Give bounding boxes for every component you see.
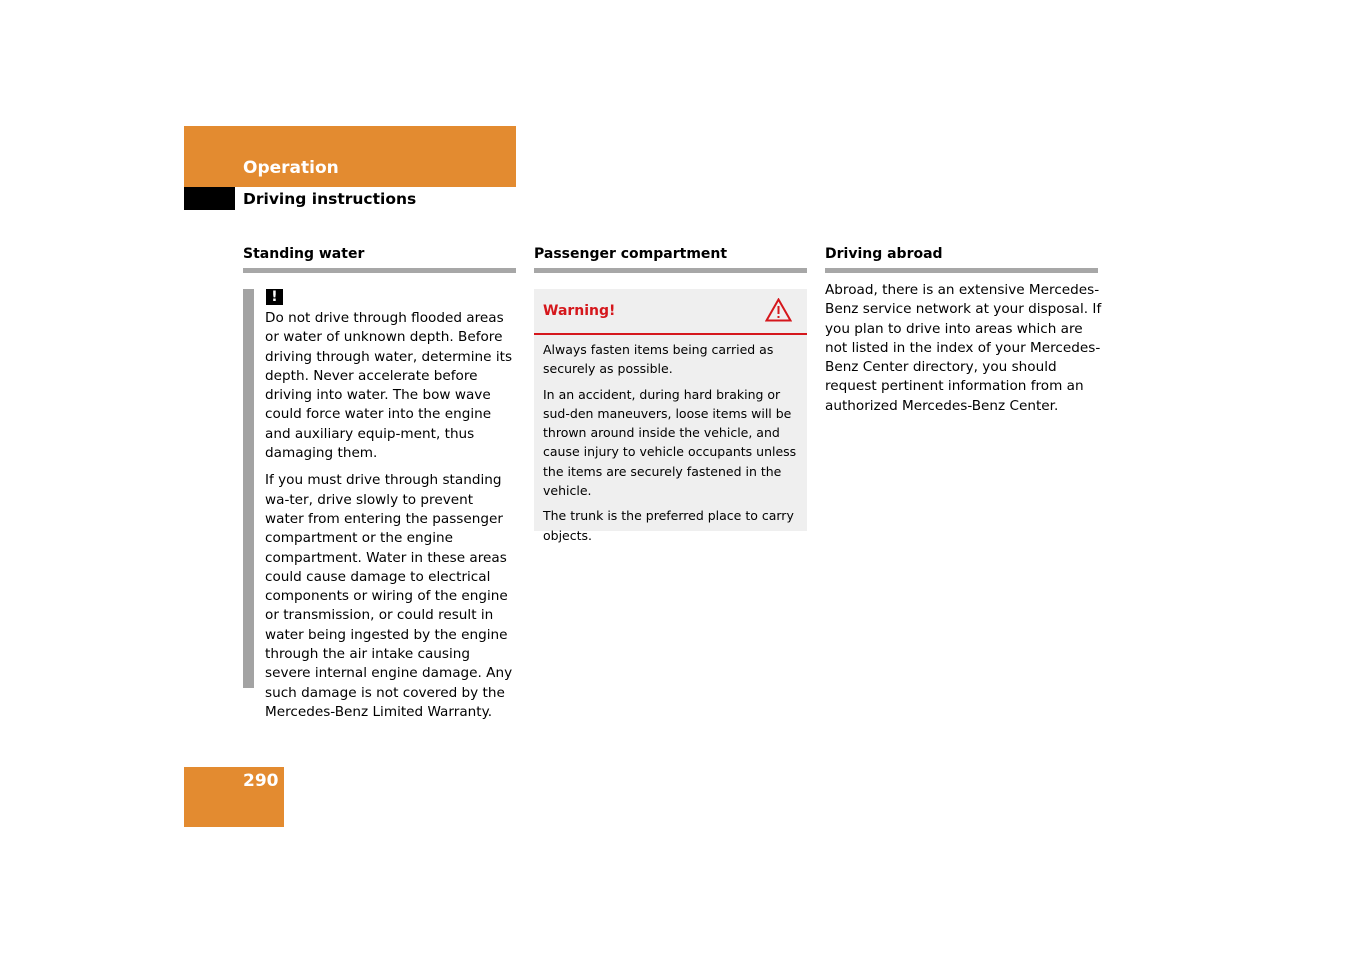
notice-paragraph: Do not drive through flooded areas or water of unknown depth. Before driving through water, determine its depth. Never accelerate before driving into water. The bow wave could force water into the engine and auxiliary equip-ment, thus damaging them.	[265, 310, 513, 462]
warning-label: Warning!	[543, 303, 616, 319]
warning-triangle-icon	[765, 298, 792, 322]
page-number: 290	[243, 771, 279, 791]
warning-body	[543, 340, 799, 551]
abroad-paragraph: Abroad, there is an extensive Mercedes-Benz service network at your disposal. If you plan to drive into areas which are not listed in the index of your Mercedes-Benz Center directory, you should request pertinent information from an authorized Mercedes-Benz Center.	[825, 282, 1102, 414]
subsection-title: Driving instructions	[243, 190, 417, 208]
exclamation-icon: !	[266, 289, 283, 305]
section-title: Operation	[243, 158, 339, 178]
standing-water-notice	[265, 309, 515, 730]
driving-abroad-heading: Driving abroad	[825, 246, 1098, 273]
section-header-band	[184, 126, 516, 187]
standing-water-heading: Standing water	[243, 246, 516, 273]
subsection-marker	[184, 187, 235, 210]
warning-paragraph: In an accident, during hard braking or sud-den maneuvers, loose items will be thrown around inside the vehicle, and cause injury to vehicle occupants unless the items are securely fastened in the vehicle.	[543, 386, 797, 499]
notice-bar	[243, 289, 254, 688]
warning-box	[534, 289, 807, 543]
warning-paragraph: The trunk is the preferred place to carry objects.	[543, 508, 794, 543]
warning-paragraph: Always fasten items being carried as securely as possible.	[543, 342, 774, 377]
driving-abroad-text	[825, 281, 1105, 424]
passenger-compartment-heading: Passenger compartment	[534, 246, 807, 273]
notice-paragraph: If you must drive through standing wa-ter, drive slowly to prevent water from entering the passenger compartment or the engine compartment. Water in these areas could cause damage to electrical components or wiring of the engine or transmission, or could result in water being ingested by the engine through the air intake causing severe internal engine damage. Any such damage is not covered by the Mercedes-Benz Limited Warranty.	[265, 472, 513, 720]
warning-header	[534, 289, 807, 335]
